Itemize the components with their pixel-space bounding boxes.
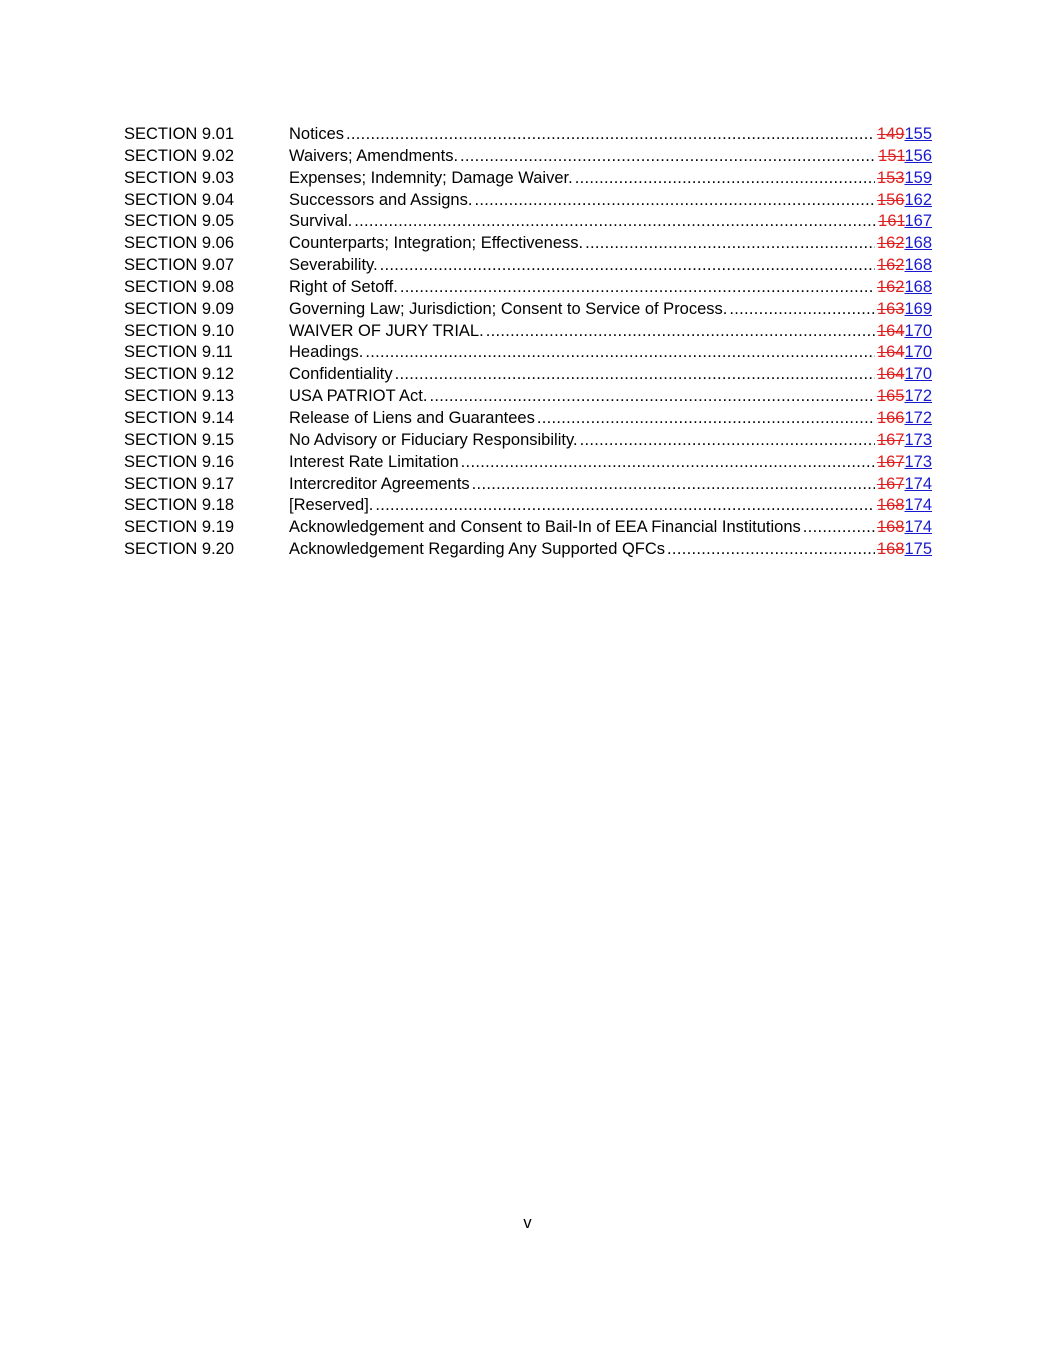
section-number: SECTION 9.19 (124, 518, 235, 537)
inserted-page-link[interactable]: 169 (904, 299, 932, 318)
page-reference (877, 168, 932, 190)
deleted-page-number: 167 (876, 474, 905, 493)
dot-leader (460, 146, 876, 168)
toc-entry (124, 146, 932, 168)
section-title: Governing Law; Jurisdiction; Consent to Service of Process. (289, 299, 728, 318)
section-title: Intercreditor Agreements (289, 474, 470, 493)
dot-leader (365, 342, 875, 364)
section-number: SECTION 9.17 (124, 474, 235, 493)
deleted-page-number: 151 (878, 146, 905, 165)
inserted-page-link[interactable]: 174 (904, 518, 932, 537)
dot-leader (585, 233, 875, 255)
section-title: Headings. (289, 343, 364, 362)
section-number: SECTION 9.18 (124, 496, 235, 515)
dot-leader (395, 364, 875, 386)
inserted-page-link[interactable]: 174 (904, 496, 932, 515)
deleted-page-number: 168 (876, 496, 905, 515)
dot-leader (375, 495, 875, 517)
inserted-page-link[interactable]: 155 (904, 125, 932, 143)
toc-entry (124, 539, 932, 561)
deleted-page-number: 149 (876, 125, 905, 143)
section-number: SECTION 9.20 (124, 540, 235, 559)
page-reference (877, 495, 932, 517)
section-title: Interest Rate Limitation (289, 452, 459, 471)
inserted-page-link[interactable]: 173 (904, 430, 932, 449)
deleted-page-number: 162 (876, 277, 905, 296)
page-reference (877, 474, 932, 496)
section-title: Right of Setoff. (289, 277, 398, 296)
section-number: SECTION 9.09 (124, 299, 235, 318)
section-title: Waivers; Amendments. (289, 146, 459, 165)
page-reference (877, 124, 932, 146)
inserted-page-link[interactable]: 159 (904, 168, 932, 187)
inserted-page-link[interactable]: 168 (904, 277, 932, 296)
inserted-page-link[interactable]: 167 (904, 212, 932, 231)
toc-entry (124, 342, 932, 364)
section-number: SECTION 9.13 (124, 387, 235, 406)
section-title: Counterparts; Integration; Effectiveness. (289, 234, 584, 253)
toc-entry (124, 474, 932, 496)
inserted-page-link[interactable]: 156 (904, 146, 932, 165)
toc-entry (124, 321, 932, 343)
deleted-page-number: 166 (876, 408, 905, 427)
dot-leader (472, 474, 875, 496)
dot-leader (474, 190, 875, 212)
deleted-page-number: 168 (876, 518, 905, 537)
dot-leader (803, 517, 875, 539)
section-title: Notices (289, 125, 345, 143)
deleted-page-number: 153 (876, 168, 905, 187)
dot-leader (580, 430, 875, 452)
inserted-page-link[interactable]: 170 (904, 365, 932, 384)
dot-leader (380, 255, 875, 277)
toc-entry (124, 255, 932, 277)
section-title: Expenses; Indemnity; Damage Waiver. (289, 168, 573, 187)
toc-entry (124, 386, 932, 408)
dot-leader (537, 408, 875, 430)
toc-entry (124, 452, 932, 474)
page-reference (877, 233, 932, 255)
toc-entry (124, 168, 932, 190)
section-number: SECTION 9.04 (124, 190, 235, 209)
deleted-page-number: 156 (876, 190, 905, 209)
toc-entry (124, 277, 932, 299)
section-title: USA PATRIOT Act. (289, 387, 428, 406)
page-reference (878, 211, 932, 233)
section-title: Survival. (289, 212, 353, 231)
deleted-page-number: 161 (878, 212, 905, 231)
page-reference (877, 190, 932, 212)
toc-entry (124, 190, 932, 212)
section-number: SECTION 9.03 (124, 168, 235, 187)
deleted-page-number: 164 (876, 321, 905, 340)
section-title: No Advisory or Fiduciary Responsibility. (289, 430, 578, 449)
deleted-page-number: 162 (876, 234, 905, 253)
section-number: SECTION 9.01 (124, 125, 235, 143)
section-title: WAIVER OF JURY TRIAL. (289, 321, 484, 340)
inserted-page-link[interactable]: 173 (904, 452, 932, 471)
toc-entry (124, 299, 932, 321)
section-title: Release of Liens and Guarantees (289, 408, 535, 427)
deleted-page-number: 167 (876, 452, 905, 471)
inserted-page-link[interactable]: 162 (904, 190, 932, 209)
toc-entry (124, 124, 932, 146)
page-reference (877, 364, 932, 386)
page-reference (877, 342, 932, 364)
inserted-page-link[interactable]: 174 (904, 474, 932, 493)
inserted-page-link[interactable]: 172 (904, 408, 932, 427)
section-number: SECTION 9.06 (124, 234, 235, 253)
section-number: SECTION 9.11 (124, 343, 233, 362)
inserted-page-link[interactable]: 175 (904, 540, 932, 559)
section-number: SECTION 9.15 (124, 430, 235, 449)
deleted-page-number: 164 (876, 365, 905, 384)
toc-entry (124, 517, 932, 539)
dot-leader (346, 124, 875, 146)
section-title: Successors and Assigns. (289, 190, 473, 209)
dot-leader (429, 386, 874, 408)
section-title: Severability. (289, 256, 378, 275)
page-reference (877, 517, 932, 539)
page-reference (877, 321, 932, 343)
deleted-page-number: 163 (876, 299, 905, 318)
section-title: [Reserved]. (289, 496, 374, 515)
page-number: v (523, 1214, 532, 1232)
page-reference (877, 430, 932, 452)
dot-leader (461, 452, 875, 474)
deleted-page-number: 164 (876, 343, 905, 362)
dot-leader (486, 321, 875, 343)
inserted-page-link[interactable]: 168 (904, 256, 932, 275)
dot-leader (575, 168, 875, 190)
deleted-page-number: 168 (876, 540, 905, 559)
page-reference (877, 408, 932, 430)
page-reference (877, 539, 932, 561)
section-number: SECTION 9.14 (124, 408, 235, 427)
section-number: SECTION 9.10 (124, 321, 235, 340)
section-title: Acknowledgement Regarding Any Supported QFCs (289, 540, 666, 559)
page-reference (877, 255, 932, 277)
page-reference (877, 452, 932, 474)
page-reference (877, 277, 932, 299)
section-number: SECTION 9.16 (124, 452, 235, 471)
section-number: SECTION 9.02 (124, 146, 235, 165)
inserted-page-link[interactable]: 172 (904, 387, 932, 406)
toc-entry (124, 495, 932, 517)
section-title: Acknowledgement and Consent to Bail-In of EEA Financial Institutions (289, 518, 801, 537)
inserted-page-link[interactable]: 168 (904, 234, 932, 253)
section-number: SECTION 9.07 (124, 256, 235, 275)
toc-entry (124, 430, 932, 452)
dot-leader (400, 277, 875, 299)
page-reference (877, 299, 932, 321)
toc-entry (124, 408, 932, 430)
page-reference (878, 146, 932, 168)
toc-entry (124, 233, 932, 255)
inserted-page-link[interactable]: 170 (904, 343, 932, 362)
dot-leader (667, 539, 875, 561)
deleted-page-number: 165 (876, 387, 905, 406)
toc-entry (124, 364, 932, 386)
deleted-page-number: 167 (876, 430, 905, 449)
section-number: SECTION 9.05 (124, 212, 235, 231)
dot-leader (354, 211, 876, 233)
toc-entry (124, 211, 932, 233)
dot-leader (729, 299, 875, 321)
section-number: SECTION 9.08 (124, 277, 235, 296)
deleted-page-number: 162 (876, 256, 905, 275)
inserted-page-link[interactable]: 170 (904, 321, 932, 340)
page-reference (877, 386, 932, 408)
section-number: SECTION 9.12 (124, 365, 235, 384)
table-of-contents (124, 124, 932, 561)
section-title: Confidentiality (289, 365, 393, 384)
